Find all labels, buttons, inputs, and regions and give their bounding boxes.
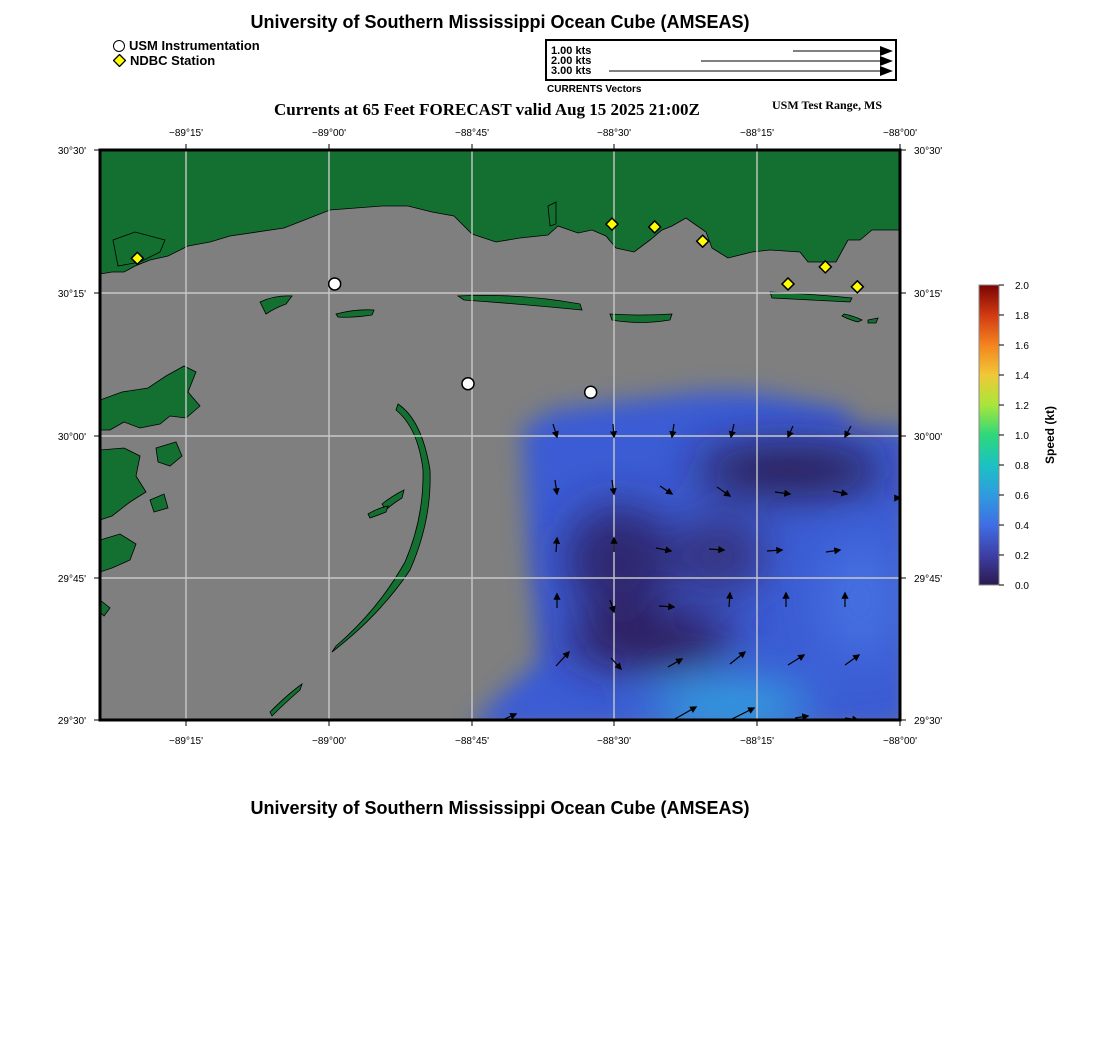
lat-tick-label: 30°15' <box>914 289 943 300</box>
speed-colorbar <box>970 275 1080 595</box>
lon-tick-label: −89°15' <box>169 128 203 139</box>
lon-tick-label: −88°30' <box>597 128 631 139</box>
lat-tick-label: 30°00' <box>914 432 943 443</box>
current-speed-field <box>470 392 910 730</box>
colorbar-tick-labels <box>1015 281 1029 592</box>
vector-legend-row-2: 2.00 kts <box>551 55 592 67</box>
lon-tick-label: −88°45' <box>455 128 489 139</box>
lon-labels-top <box>169 128 917 139</box>
lon-tick-label: −88°45' <box>455 736 489 747</box>
lon-tick-label: −88°15' <box>740 736 774 747</box>
colorbar-tick-label: 1.0 <box>1015 431 1029 442</box>
colorbar-tick-label: 1.6 <box>1015 341 1029 352</box>
lat-tick-label: 29°30' <box>914 716 943 727</box>
lon-tick-label: −89°00' <box>312 736 346 747</box>
legend-usm-label: USM Instrumentation <box>129 38 260 53</box>
lat-tick-label: 29°45' <box>57 574 86 585</box>
forecast-subtitle: Currents at 65 Feet FORECAST valid Aug 15 2025 21:00Z <box>274 100 700 119</box>
page-title: University of Southern Mississippi Ocean Cube (AMSEAS) <box>250 12 750 32</box>
colorbar-tick-label: 2.0 <box>1015 281 1029 292</box>
usm-station-marker <box>585 386 597 398</box>
vector-legend-row-3: 3.00 kts <box>551 65 592 77</box>
lon-tick-label: −88°15' <box>740 128 774 139</box>
vector-legend-caption: CURRENTS Vectors <box>547 84 642 95</box>
lat-tick-label: 29°30' <box>57 716 86 727</box>
colorbar-gradient <box>979 285 999 585</box>
lon-tick-label: −89°00' <box>312 128 346 139</box>
colorbar-tick-label: 1.2 <box>1015 401 1029 412</box>
lat-tick-label: 30°15' <box>57 289 86 300</box>
lat-tick-label: 30°00' <box>57 432 86 443</box>
lat-tick-label: 29°45' <box>914 574 943 585</box>
legend-ndbc-label: NDBC Station <box>130 53 216 68</box>
lat-labels-right <box>914 146 942 727</box>
lat-labels-left <box>58 146 86 727</box>
lon-labels-bottom <box>169 736 917 747</box>
colorbar-ticks <box>999 285 1004 585</box>
colorbar-tick-label: 0.6 <box>1015 491 1029 502</box>
lon-tick-label: −88°30' <box>597 736 631 747</box>
colorbar-tick-label: 0.2 <box>1015 551 1029 562</box>
colorbar-tick-label: 0.0 <box>1015 581 1029 592</box>
colorbar-tick-label: 1.4 <box>1015 371 1029 382</box>
usm-station-marker <box>329 278 341 290</box>
region-label: USM Test Range, MS <box>772 98 883 112</box>
vector-legend-row-1: 1.00 kts <box>551 45 592 57</box>
lon-tick-label: −89°15' <box>169 736 203 747</box>
lon-tick-label: −88°00' <box>883 128 917 139</box>
lat-tick-label: 30°30' <box>57 146 86 157</box>
footer-title: University of Southern Mississippi Ocean Cube (AMSEAS) <box>250 798 750 818</box>
colorbar-tick-label: 1.8 <box>1015 311 1029 322</box>
colorbar-tick-label: 0.4 <box>1015 521 1029 532</box>
colorbar-label: Speed (kt) <box>1043 405 1057 465</box>
usm-station-marker <box>462 378 474 390</box>
lat-tick-label: 30°30' <box>914 146 943 157</box>
petit-bois-island <box>610 314 672 323</box>
colorbar-tick-label: 0.8 <box>1015 461 1029 472</box>
lon-tick-label: −88°00' <box>883 736 917 747</box>
